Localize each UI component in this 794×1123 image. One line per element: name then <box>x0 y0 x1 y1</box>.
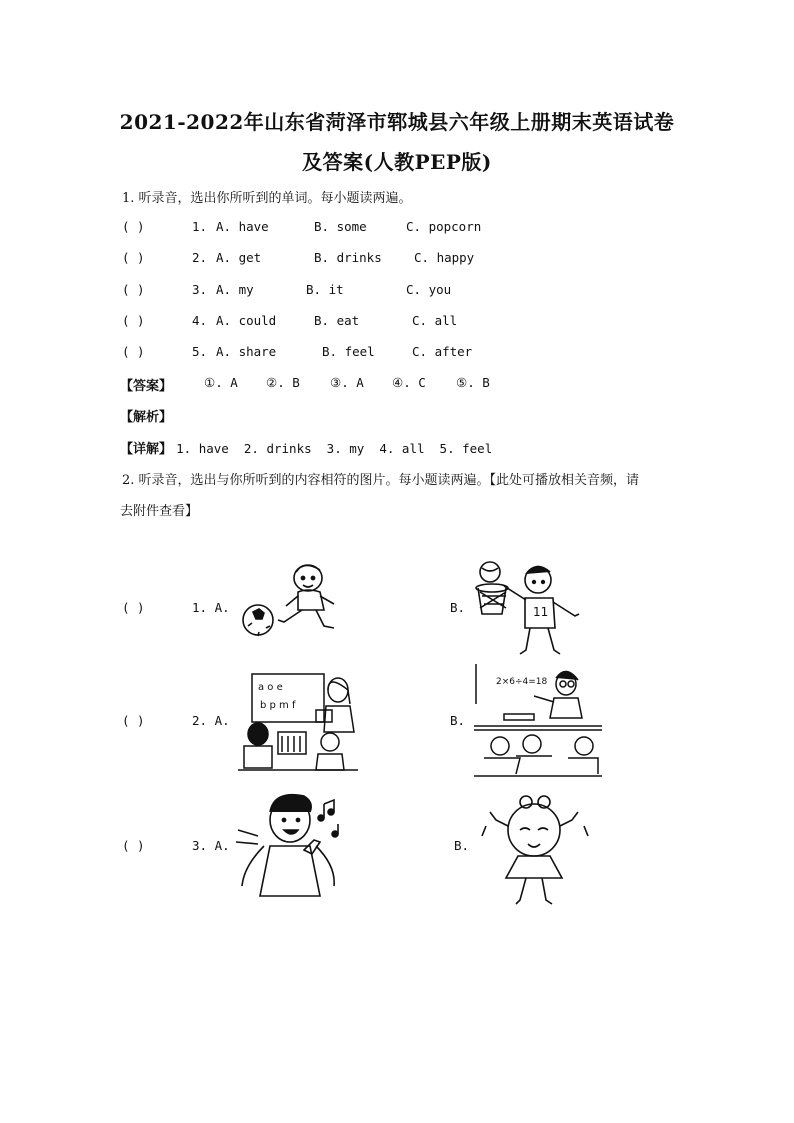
analysis-label: 【解析】 <box>120 410 173 425</box>
detail-label: 【详解】 <box>120 442 173 457</box>
doc-title-line2: 及答案(人教PEP版) <box>302 150 492 174</box>
option-c: C. all <box>412 313 458 328</box>
picture-basketball-boy[interactable] <box>470 558 585 658</box>
answer-5: ⑤. B <box>456 375 490 390</box>
answer-blank[interactable]: ( ) <box>122 219 145 234</box>
detail-text: 1. have 2. drinks 3. my 4. all 5. feel <box>176 441 493 456</box>
option-a: A. have <box>216 219 269 234</box>
answer-blank[interactable]: ( ) <box>122 600 145 615</box>
option-b: B. eat <box>314 313 360 328</box>
option-c: C. popcorn <box>406 219 482 234</box>
blackboard-line-b: b p m f <box>260 700 296 711</box>
option-b: B. drinks <box>314 250 382 265</box>
q2-row3-label-a: 3. A. <box>192 838 230 853</box>
answer-4: ④. C <box>392 375 426 390</box>
answer-blank[interactable]: ( ) <box>122 838 145 853</box>
option-a: A. could <box>216 313 277 328</box>
option-b: B. some <box>314 219 367 234</box>
item-number: 3. <box>192 282 208 297</box>
answer-blank[interactable]: ( ) <box>122 250 145 265</box>
picture-math-class[interactable] <box>470 660 602 780</box>
q2-row3-label-b: B. <box>454 838 470 853</box>
answer-3: ③. A <box>330 375 364 390</box>
option-b: B. it <box>306 282 344 297</box>
option-c: C. you <box>406 282 452 297</box>
jersey-number: 11 <box>533 605 549 619</box>
option-c: C. happy <box>414 250 475 265</box>
q2-row2-label-a: 2. A. <box>192 713 230 728</box>
item-number: 4. <box>192 313 208 328</box>
picture-singing-boy[interactable] <box>234 790 354 902</box>
q2-instruction-line2: 去附件查看】 <box>120 504 199 519</box>
q2-row1-label-b: B. <box>450 600 466 615</box>
answer-label: 【答案】 <box>120 379 173 394</box>
answer-blank[interactable]: ( ) <box>122 282 145 297</box>
q1-instruction: 1. 听录音，选出你所听到的单词。每小题读两遍。 <box>122 191 412 206</box>
item-number: 1. <box>192 219 208 234</box>
item-number: 2. <box>192 250 208 265</box>
blackboard-line-a: a o e <box>258 682 283 693</box>
option-a: A. get <box>216 250 262 265</box>
answer-row <box>120 375 490 394</box>
answer-2: ②. B <box>266 375 300 390</box>
answer-1: ①. A <box>204 375 238 390</box>
picture-chinese-class[interactable] <box>238 670 358 774</box>
answer-blank[interactable]: ( ) <box>122 713 145 728</box>
q2-instruction-line1: 2. 听录音，选出与你所听到的内容相符的图片。每小题读两遍。【此处可播放相关音频，请 <box>122 473 640 488</box>
option-b: B. feel <box>322 344 375 359</box>
q2-row2-label-b: B. <box>450 713 466 728</box>
picture-dancing-girl[interactable] <box>480 790 590 908</box>
doc-title-line1: 2021-2022年山东省菏泽市郓城县六年级上册期末英语试卷 <box>119 110 675 134</box>
answer-blank[interactable]: ( ) <box>122 313 145 328</box>
option-a: A. share <box>216 344 277 359</box>
detail-row <box>120 438 492 457</box>
answer-blank[interactable]: ( ) <box>122 344 145 359</box>
q2-row1-label-a: 1. A. <box>192 600 230 615</box>
option-c: C. after <box>412 344 473 359</box>
picture-football-boy[interactable] <box>240 560 350 640</box>
item-number: 5. <box>192 344 208 359</box>
math-equation: 2×6÷4=18 <box>496 677 548 687</box>
option-a: A. my <box>216 282 254 297</box>
